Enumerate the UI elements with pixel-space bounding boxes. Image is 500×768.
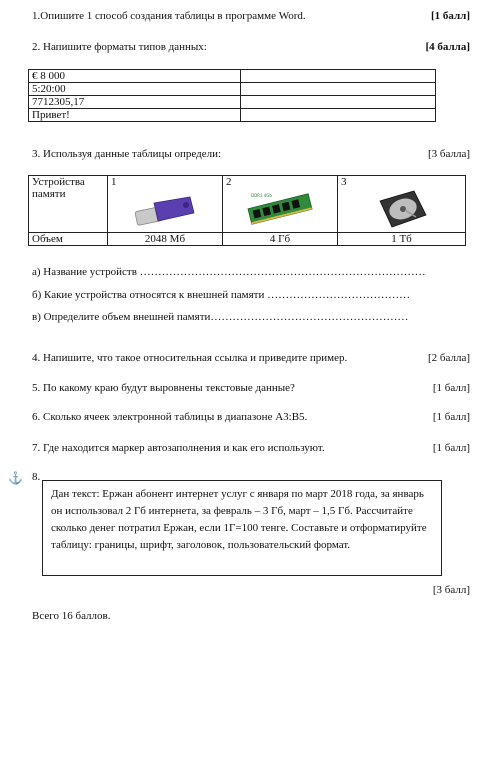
memory-devices-table bbox=[28, 175, 466, 246]
question-3-text: 3. Используя данные таблицы определи: bbox=[32, 148, 222, 160]
question-1-text: 1.Опишите 1 способ создания таблицы в программе Word. bbox=[32, 10, 306, 22]
table-cell: € 8 000 bbox=[29, 70, 241, 83]
table-cell: 7712305,17 bbox=[29, 96, 241, 109]
size-cell: 4 Гб bbox=[223, 233, 338, 246]
total-points: Всего 16 баллов. bbox=[32, 610, 111, 622]
question-7-text: 7. Где находится маркер автозаполнения и как его используют. bbox=[32, 442, 325, 454]
question-2 bbox=[32, 41, 470, 53]
answer-cell[interactable] bbox=[241, 96, 436, 109]
table-header-cell: Устройства памяти bbox=[29, 176, 108, 233]
question-7-points: [1 балл] bbox=[432, 442, 470, 454]
question-6-points: [1 балл] bbox=[432, 411, 470, 423]
question-8-points: [3 балл] bbox=[432, 584, 470, 596]
question-3c: в) Определите объем внешней памяти……………………………………………… bbox=[32, 311, 409, 323]
column-number: 1 bbox=[111, 176, 117, 188]
anchor-icon[interactable]: ⚓ bbox=[8, 471, 23, 485]
table-row bbox=[29, 176, 466, 233]
question-4 bbox=[32, 352, 470, 364]
question-3-points: [3 балла] bbox=[427, 148, 470, 160]
table-row bbox=[29, 83, 436, 96]
hard-drive-icon bbox=[374, 187, 430, 231]
answer-cell[interactable] bbox=[241, 83, 436, 96]
table-row bbox=[29, 109, 436, 122]
question-6 bbox=[32, 411, 470, 423]
ram-label: DDR3 4Gb bbox=[251, 193, 272, 198]
device-cell-1 bbox=[108, 176, 223, 233]
question-3 bbox=[32, 148, 470, 160]
question-8-text: Дан текст: Ержан абонент интернет услуг с января по март 2018 года, за январь он использовал 2 Гб интернета, за февраль – 3 Гб, март – 1,5 Гб. Рассчитайте сколько денег потратил Ержан, если 1Г=100 тенге. Составьте и отформатируйте таблицу: границы, шрифт, заголовок, пользовательский формат. bbox=[51, 488, 427, 551]
data-types-table bbox=[28, 69, 436, 122]
question-1-points: [1 балл] bbox=[430, 10, 470, 22]
answer-cell[interactable] bbox=[241, 70, 436, 83]
question-5-text: 5. По какому краю будут выровнены текстовые данные? bbox=[32, 382, 295, 394]
size-label-cell: Объем bbox=[29, 233, 108, 246]
table-cell: Привет! bbox=[29, 109, 241, 122]
answer-cell[interactable] bbox=[241, 109, 436, 122]
question-2-points: [4 балла] bbox=[425, 41, 470, 53]
size-cell: 2048 Мб bbox=[108, 233, 223, 246]
ram-module-icon bbox=[245, 191, 315, 227]
question-8-number: 8. bbox=[32, 471, 41, 483]
question-3a: а) Название устройств …………………………………………………………………… bbox=[32, 266, 426, 278]
device-cell-3 bbox=[338, 176, 466, 233]
question-5-points: [1 балл] bbox=[432, 382, 470, 394]
question-3b: б) Какие устройства относятся к внешней памяти ………………………………… bbox=[32, 289, 411, 301]
device-cell-2 bbox=[223, 176, 338, 233]
table-row bbox=[29, 96, 436, 109]
column-number: 3 bbox=[341, 176, 347, 188]
question-1 bbox=[32, 10, 470, 22]
question-5 bbox=[32, 382, 470, 394]
column-number: 2 bbox=[226, 176, 232, 188]
question-7 bbox=[32, 442, 470, 454]
table-row bbox=[29, 233, 466, 246]
question-8-task-box bbox=[42, 480, 442, 576]
size-cell: 1 Тб bbox=[338, 233, 466, 246]
question-2-text: 2. Напишите форматы типов данных: bbox=[32, 41, 207, 53]
table-cell: 5:20:00 bbox=[29, 83, 241, 96]
usb-flash-icon bbox=[134, 189, 196, 229]
question-4-text: 4. Напишите, что такое относительная ссылка и приведите пример. bbox=[32, 352, 348, 364]
question-6-text: 6. Сколько ячеек электронной таблицы в диапазоне А3:В5. bbox=[32, 411, 308, 423]
table-row bbox=[29, 70, 436, 83]
question-4-points: [2 балла] bbox=[427, 352, 470, 364]
